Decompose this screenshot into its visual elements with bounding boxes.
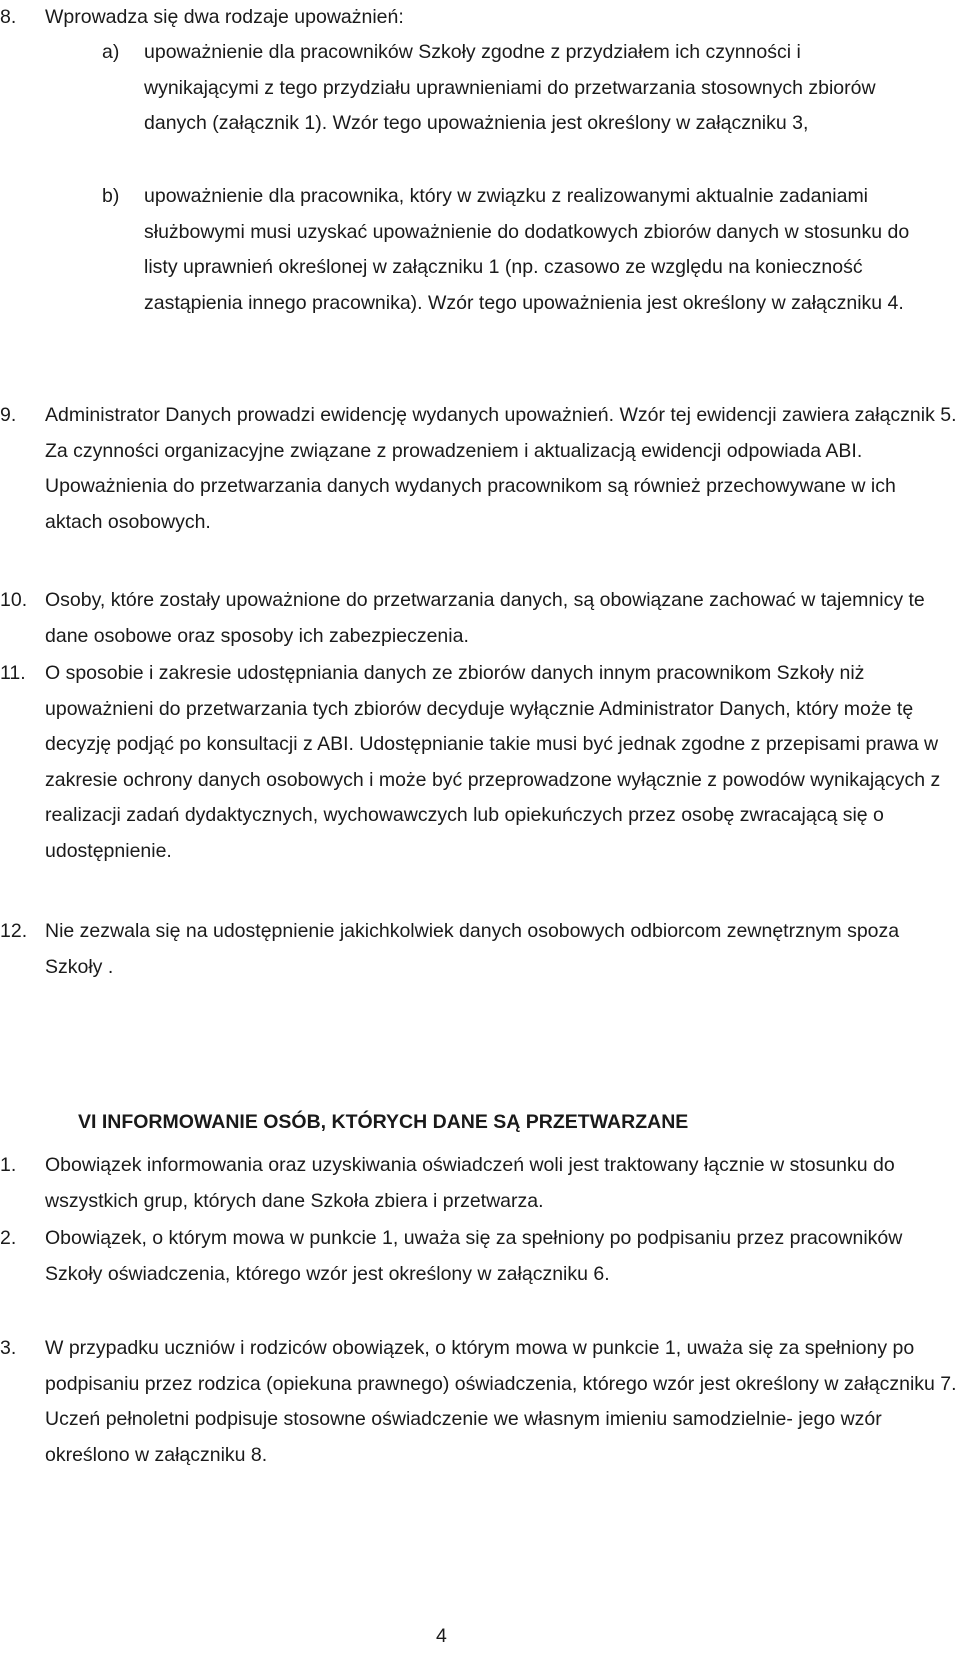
item-number: 8. (0, 6, 17, 28)
item-number: 10. (0, 589, 28, 611)
item-number: 11. (0, 662, 26, 684)
item-text: W przypadku uczniów i rodziców obowiązek, o którym mowa w punkcie 1, uważa się za spełniony po podpisaniu przez rodzica (opiekuna prawnego) oświadczenia, którego wzór jest określony w załączniku 7. Uczeń pełnoletni podpisuje stosowne oświadczenie we własnym imieniu samodzielnie- jego wzór określono w załączniku 8. (45, 1337, 957, 1466)
subitem-letter: b) (102, 185, 120, 207)
item-number: 2. (0, 1227, 17, 1249)
item-text: Osoby, które zostały upoważnione do przetwarzania danych, są obowiązane zachować w tajemnicy te dane osobowe oraz sposoby ich zabezpieczenia. (45, 589, 925, 647)
item-number: 3. (0, 1337, 17, 1359)
page-number: 4 (436, 1625, 447, 1647)
item-number: 9. (0, 404, 17, 426)
subitem-text: upoważnienie dla pracownika, który w związku z realizowanymi aktualnie zadaniami służbowymi musi uzyskać upoważnienie do dodatkowych zbiorów danych w stosunku do listy uprawnień określonej w załączniku 1 (np. czasowo ze względu na konieczność zastąpienia innego pracownika). Wzór tego upoważnienia jest określony w załączniku 4. (144, 185, 910, 315)
item-text: Obowiązek informowania oraz uzyskiwania oświadczeń woli jest traktowany łącznie w stosunku do wszystkich grup, których dane Szkoła zbiera i przetwarza. (45, 1154, 895, 1212)
item-number: 1. (0, 1154, 17, 1176)
item-text: O sposobie i zakresie udostępniania danych ze zbiorów danych innym pracownikom Szkoły niż upoważnieni do przetwarzania tych zbiorów decyduje wyłącznie Administrator Danych, który może tę decyzję podjąć po konsultacji z ABI. Udostępnianie takie musi być jednak zgodne z przepisami prawa w zakresie ochrony danych osobowych i może być przeprowadzone wyłącznie z powodów wynikających z realizacji zadań dydaktycznych, wychowawczych lub opiekuńczych przez osobę zwracającą się o udostępnienie. (45, 662, 941, 862)
section-heading: VI INFORMOWANIE OSÓB, KTÓRYCH DANE SĄ PRZETWARZANE (78, 1111, 689, 1133)
subitem-letter: a) (102, 41, 120, 63)
subitem-text: upoważnienie dla pracowników Szkoły zgodne z przydziałem ich czynności i wynikającymi z tego przydziału uprawnieniami do przetwarzania stosownych zbiorów danych (załącznik 1). Wzór tego upoważnienia jest określony w załączniku 3, (144, 41, 876, 135)
item-text: Administrator Danych prowadzi ewidencję wydanych upoważnień. Wzór tej ewidencji zawiera załącznik 5. Za czynności organizacyjne związane z prowadzeniem i aktualizacją ewidencji odpowiada ABI. Upoważnienia do przetwarzania danych wydanych pracownikom są również przechowywane w ich aktach osobowych. (45, 404, 957, 533)
item-text: Wprowadza się dwa rodzaje upoważnień: (45, 6, 404, 28)
item-text: Nie zezwala się na udostępnienie jakichkolwiek danych osobowych odbiorcom zewnętrznym spoza Szkoły . (45, 920, 900, 978)
item-text: Obowiązek, o którym mowa w punkcie 1, uważa się za spełniony po podpisaniu przez pracowników Szkoły oświadczenia, którego wzór jest określony w załączniku 6. (45, 1227, 903, 1285)
item-number: 12. (0, 920, 28, 942)
